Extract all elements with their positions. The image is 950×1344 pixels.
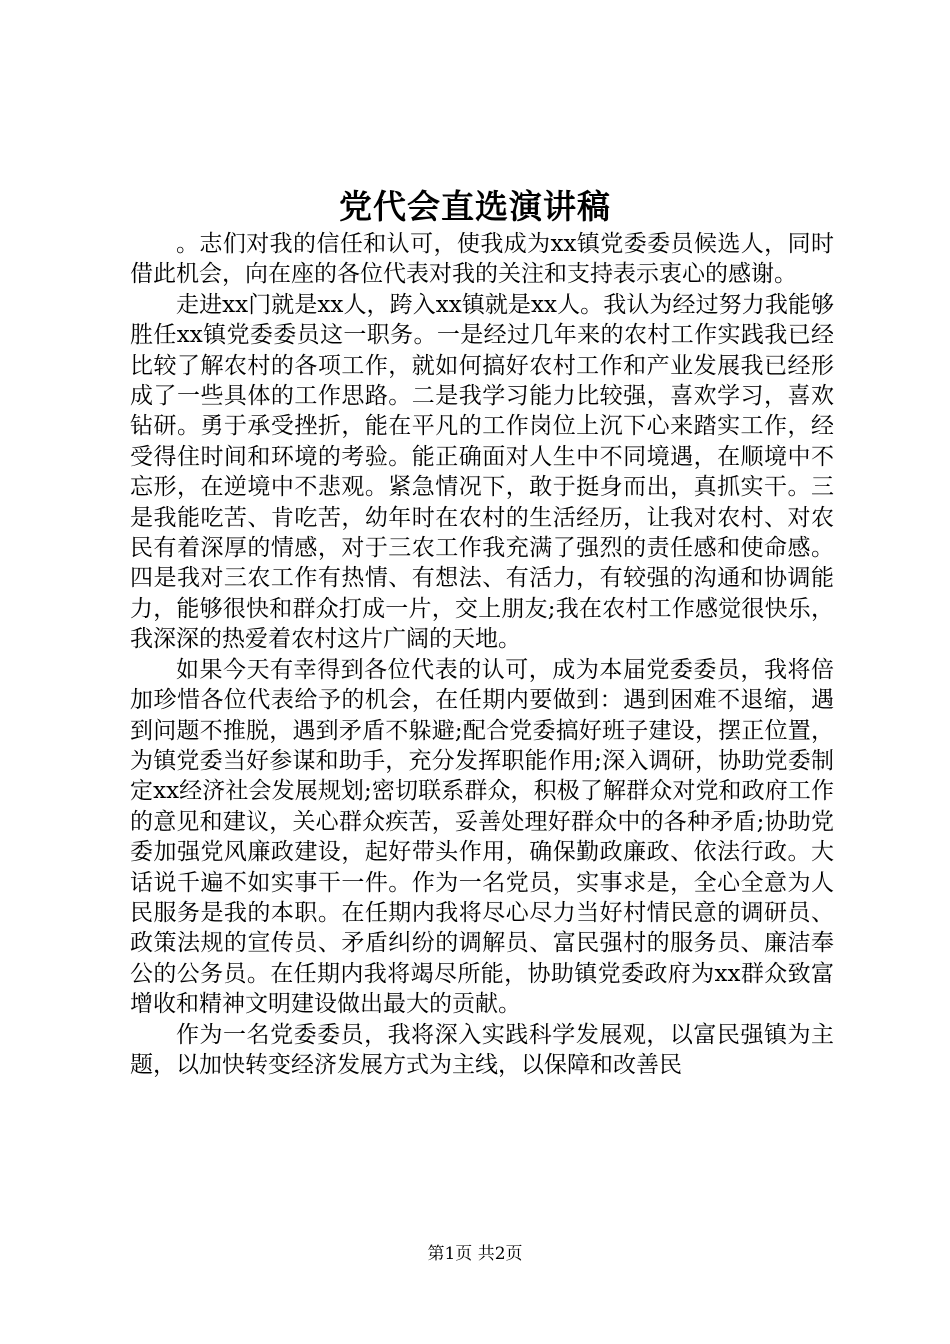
paragraph: 作为一名党委委员，我将深入实践科学发展观，以富民强镇为主题，以加快转变经济发展方式为主线，以保障和改善民 (130, 1021, 834, 1078)
page-number-footer: 第1页 共2页 (427, 1244, 523, 1264)
document-body (130, 229, 834, 1080)
paragraph: 。志们对我的信任和认可，使我成为xx镇党委委员候选人，同时借此机会，向在座的各位代表对我的关注和支持表示衷心的感谢。 (130, 231, 834, 288)
document-title: 党代会直选演讲稿 (339, 187, 611, 226)
paragraph: 走进xx门就是xx人，跨入xx镇就是xx人。我认为经过努力我能够胜任xx镇党委委员这一职务。一是经过几年来的农村工作实践我已经比较了解农村的各项工作，就如何搞好农村工作和产业发展我已经形成了一些具体的工作思路。二是我学习能力比较强，喜欢学习，喜欢钻研。勇于承受挫折，能在平凡的工作岗位上沉下心来踏实工作，经受得住时间和环境的考验。能正确面对人生中不同境遇，在顺境中不忘形，在逆境中不悲观。紧急情况下，敢于挺身而出，真抓实干。三是我能吃苦、肯吃苦，幼年时在农村的生活经历，让我对农村、对农民有着深厚的情感，对于三农工作我充满了强烈的责任感和使命感。四是我对三农工作有热情、有想法、有活力，有较强的沟通和协调能力，能够很快和群众打成一片，交上朋友;我在农村工作感觉很快乐，我深深的热爱着农村这片广阔的天地。 (130, 291, 834, 653)
paragraph: 如果今天有幸得到各位代表的认可，成为本届党委委员，我将倍加珍惜各位代表给予的机会，在任期内要做到：遇到困难不退缩，遇到问题不推脱，遇到矛盾不躲避;配合党委搞好班子建设，摆正位置，为镇党委当好参谋和助手，充分发挥职能作用;深入调研，协助党委制定xx经济社会发展规划;密切联系群众，积极了解群众对党和政府工作的意见和建议，关心群众疾苦，妥善处理好群众中的各种矛盾;协助党委加强党风廉政建设，起好带头作用，确保勤政廉政、依法行政。大话说千遍不如实事干一件。作为一名党员，实事求是，全心全意为人民服务是我的本职。在任期内我将尽心尽力当好村情民意的调研员、政策法规的宣传员、矛盾纠纷的调解员、富民强村的服务员、廉洁奉公的公务员。在任期内我将竭尽所能，协助镇党委政府为xx群众致富增收和精神文明建设做出最大的贡献。 (130, 656, 834, 1018)
